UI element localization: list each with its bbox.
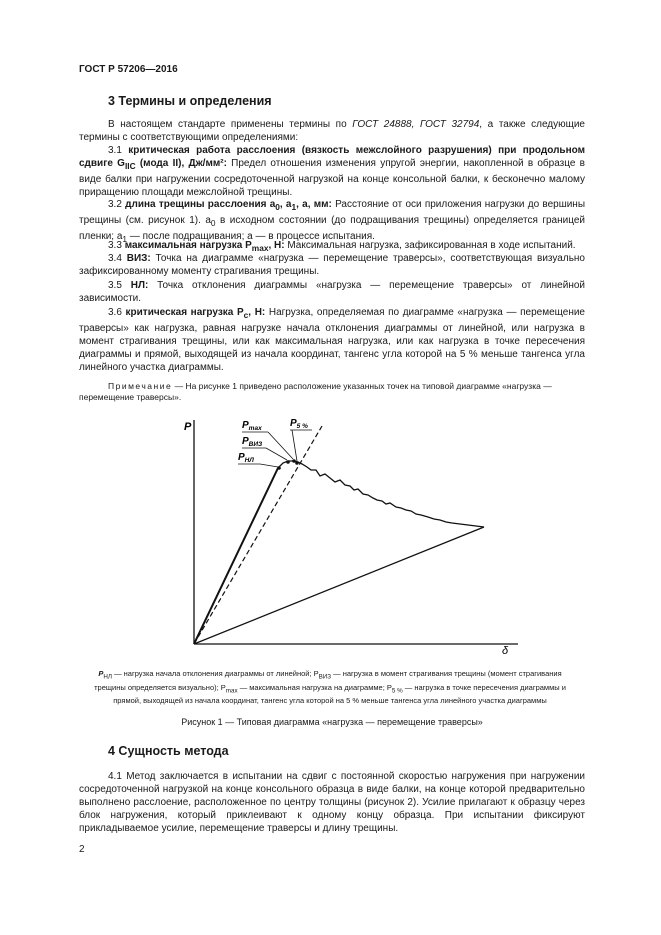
- section-3-title: 3 Термины и определения: [108, 94, 272, 108]
- label-pmax: $P_{max}$: [242, 420, 262, 432]
- label-pnl: $P_{НЛ}$: [238, 452, 254, 464]
- offset-5-percent-line: [194, 426, 322, 644]
- label-p5: $P_{5 \%}$: [290, 418, 308, 430]
- term-3-6: 3.6 критическая нагрузка $P_c$, Н: Нагрузка, определяемая по диаграмме «нагрузка — перемещение траверсы» как нагрузка, равная нагрузке начала отклонения диаграммы от линейной, или нагрузка в момент страгивания трещины, или как максимальная нагрузка, или как нагрузка в точке пересечения диаграммы и прямой, выходящей из начала координат, тангенс угла которой на 5 % меньше тангенса угла линейного участка диаграммы.: [79, 307, 585, 373]
- linear-branch: [194, 468, 278, 644]
- term-3-3: 3.3 максимальная нагрузка $P_{max}$, Н: Максимальная нагрузка, зафиксированная в ходе испытаний.: [108, 240, 576, 253]
- term-3-2: 3.2 длина трещины расслоения $a_0$, $a_1$, a, мм: Расстояние от оси приложения нагрузки до вершины трещины (см. рисунок 1). $a_0$ в исходном состоянии (до подращивания трещины) определяется границей пленки; $a_1$ — после подращивания; a — в процессе испытания.: [79, 199, 586, 244]
- x-axis-label: δ: [502, 645, 509, 657]
- point-pmax: [292, 459, 296, 463]
- paragraph-4-1: 4.1 Метод заключается в испытании на сдвиг с постоянной скоростью нагружения при нагружении сосредоточенной нагрузкой на конце консольного образца в виде балки, на конце которой предварительно выполнено расслоение, расположенное по центру толщины (рисунок 2). Усилие прилагают к образцу через блок нагружения, который приклеивают к одному концу образца. При испытании фиксируют прикладываемое усилие, перемещение траверсы и длину трещины.: [79, 771, 585, 834]
- leader-pnl-2: [260, 464, 278, 467]
- section-4-title: 4 Сущность метода: [108, 744, 229, 758]
- leader-pmax-2: [268, 432, 293, 459]
- page-number: 2: [79, 844, 85, 855]
- leader-p5-2: [292, 430, 297, 461]
- term-3-4: 3.4 ВИЗ: Точка на диаграмме «нагрузка — перемещение траверсы», соответствующая визуально зафиксированному моменту страгивания трещины.: [79, 253, 585, 277]
- note: Примечание — На рисунке 1 приведено расположение указанных точек на типовой диаграмме «нагрузка — перемещение траверсы».: [79, 381, 552, 402]
- figure-1-legend: $P_{НЛ}$ — нагрузка начала отклонения диаграммы от линейной; $P_{ВИЗ}$ — нагрузка в момент страгивания трещины (момент страгивания трещины определяется визуально); $P_{max}$ — максимальная нагрузка на диаграмме; $P_{5 \%}$ — нагрузка в точке пересечения диаграммы и прямой, выходящей из начала координат, тангенс угла которой на 5 % меньше тангенса угла линейного участка диаграммы: [94, 669, 566, 705]
- standard-header: ГОСТ Р 57206—2016: [79, 64, 178, 75]
- leader-pviz-2: [266, 448, 287, 460]
- term-3-1: 3.1 критическая работа расслоения (вязкость межслойного разрушения) при продольном сдвиге $G_{IIC}$ (мода II), Дж/мм²: Предел отношения изменения упругой энергии, накопленной в образце в виде балки при нагружении сосредоточенной нагрузкой на конце консольной балки, к бесконечно малому приращению площади межслойной трещины.: [79, 145, 585, 198]
- load-curve: [278, 461, 484, 527]
- figure-1-caption: Рисунок 1 — Типовая диаграмма «нагрузка — перемещение траверсы»: [181, 717, 483, 727]
- y-axis-label: P: [184, 421, 192, 433]
- term-3-5: 3.5 НЛ: Точка отклонения диаграммы «нагрузка — перемещение траверсы» от линейной зависимости.: [79, 280, 585, 304]
- point-pviz: [286, 460, 290, 464]
- section-3-intro: В настоящем стандарте применены термины по ГОСТ 24888, ГОСТ 32794, а также следующие термины с соответствующими определениями:: [79, 119, 585, 143]
- figure-1-diagram: [170, 408, 530, 658]
- unloading-line: [194, 527, 484, 644]
- point-p5: [295, 461, 299, 465]
- label-pviz: $P_{ВИЗ}$: [242, 436, 263, 448]
